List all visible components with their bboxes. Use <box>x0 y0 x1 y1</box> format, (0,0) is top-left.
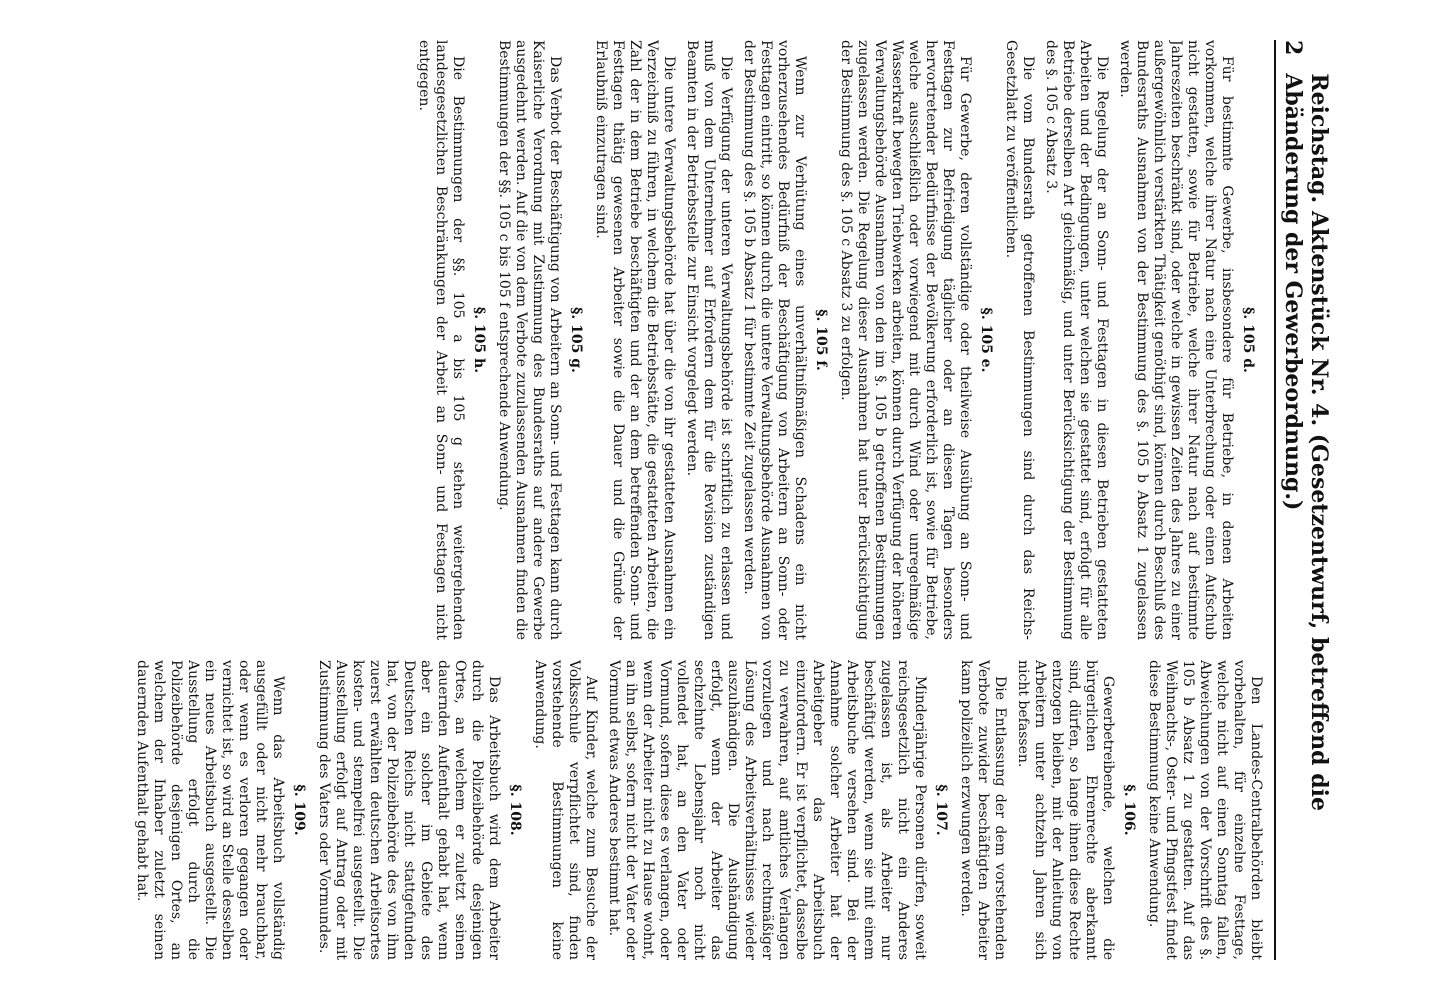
paragraph: Für Gewerbe, deren vollständige oder theilweise Ausübung an Sonn- und Festtagen zur Befriedigung täglicher oder an diesen Tagen besonders hervortretender Bedürfnisse der Bevölkerung erforderlich ist, sowie für Betriebe, welche ausschließlich oder vorwiegend mit durch Wind oder unregelmäßige Wasserkraft bewegten Triebwerken arbeiten, können durch Verfügung der höheren Verwaltungsbehörde Ausnahmen von den im §. 105 b getroffenen Bestimmungen zugelassen werden. Die Regelung dieser Ausnahmen hat unter Berücksichtigung der Bestimmung des §. 105 c Absatz 3 zu erfolgen. <box>838 40 973 640</box>
section-heading: §. 107. <box>933 784 949 836</box>
section-heading: §. 105 g. <box>568 307 584 373</box>
paragraph: Gewerbetreibende, welchen die bürgerlichen Ehrenrechte aberkannt sind, dürfen, so lange ihnen diese Rechte entzogen bleiben, mit der Anleitung von Arbeitern unter achtzehn Jahren sich nicht befassen. <box>1015 660 1116 960</box>
paragraph: Den Landes-Centralbehörden bleibt vorbehalten, für einzelne Festtage, welche nicht auf einen Sonntag fallen, Abweichungen von der Vorschrift des §. 105 b Absatz 1 zu gestatten. Auf das Weihnachts-, Oster- und Pfingstfest findet diese Bestimmung keine Anwendung. <box>1146 660 1264 960</box>
section-heading: §. 105 h. <box>471 306 487 374</box>
paragraph: Auf Kinder, welche zum Besuche der Volksschule verpflichtet sind, finden vorstehende Bestimmungen keine Anwendung. <box>532 660 599 960</box>
paragraph: Die Regelung der an Sonn- und Festtagen in diesen Betrieben gestatteten Arbeiten und der Bedingungen, unter welchen sie gestattet sind, erfolgt für alle Betriebe derselben Art gleichmäßig, und unter Berücksichtigung der Bestimmung des §. 105 c Absatz 3. <box>1043 40 1110 640</box>
paragraph: Das Arbeitsbuch wird dem Arbeiter durch die Polizeibehörde desjenigen Ortes, an welchem er zuletzt seinen dauernden Aufenthalt gehabt hat, wenn aber ein solcher im Gebiete des Deutschen Reichs nicht stattgefunden hat, von der Polizeibehörde des von ihm zuerst erwählten deutschen Arbeitsortes kosten- und stempelfrei ausgestellt. Die Ausstellung erfolgt auf Antrag oder mit Zustimmung des Vaters oder Vormundes. <box>316 660 502 960</box>
section-heading: §. 105 d. <box>1240 307 1256 373</box>
section-heading: §. 108. <box>507 784 523 836</box>
header-title: Reichstag. Aktenstück Nr. 4. (Gesetzentwurf, betreffend die Abänderung der Gewerbeordnung.) <box>1280 73 1332 811</box>
paragraph: Die Bestimmungen der §§. 105 a bis 105 g stehen weitergehenden landesgesetzlichen Beschränkungen der Arbeit an Sonn- und Festtagen nicht entgegen. <box>416 40 466 640</box>
section-heading: §. 105 e. <box>978 307 994 373</box>
paragraph: Wenn zur Verhütung eines unverhältnißmäßigen Schadens ein nicht vorherzusehendes Bedürfniß der Beschäftigung von Arbeitern an Sonn- oder Festtagen eintritt, so können durch die untere Verwaltungsbehörde Ausnahmen von der Bestimmung des §. 105 b Absatz 1 für bestimmte Zeit zugelassen werden. <box>741 40 808 640</box>
section-heading: §. 109. <box>291 784 307 836</box>
page-number: 2 <box>1280 40 1306 56</box>
left-column <box>60 40 1264 640</box>
paragraph: Die vom Bundesrath getroffenen Bestimmungen sind durch das Reichs-Gesetzblatt zu veröffentlichen. <box>1003 40 1036 640</box>
paragraph: Die Verfügung der unteren Verwaltungsbehörde ist schriftlich zu erlassen und muß von dem Unternehmer auf Erfordern dem für die Revision zuständigen Beamten in der Betriebsstelle zur Einsicht vorgelegt werden. <box>684 40 734 640</box>
paragraph: Die untere Verwaltungsbehörde hat über die von ihr gestatteten Ausnahmen ein Verzeichniß zu führen, in welchem die Betriebsstätte, die gestatteten Arbeiten, die Zahl der in dem Betriebe beschäftigten und der an dem betreffenden Sonn- und Festtagen thätig gewesenen Arbeiter sowie die Dauer und die Gründe der Erlaubniß einzutragen sind. <box>593 40 677 640</box>
paragraph: Wenn das Arbeitsbuch vollständig ausgefüllt oder nicht mehr brauchbar, oder wenn es verloren gegangen oder vernichtet ist, so wird an Stelle desselben ein neues Arbeitsbuch ausgestellt. Die Ausstellung erfolgt durch die Polizeibehörde desjenigen Ortes, an welchem der Inhaber zuletzt seinen dauernden Aufenthalt gehabt hat. <box>134 660 286 960</box>
paragraph: Für bestimmte Gewerbe, insbesondere für Betriebe, in denen Arbeiten vorkommen, welche ihrer Natur nach eine Unterbrechung oder einen Aufschub nicht gestatten, sowie für Betriebe, welche ihrer Natur nach auf bestimmte Jahreszeiten beschränkt sind, oder welche in gewissen Zeiten des Jahres zu einer außergewöhnlich verstärkten Thätigkeit genöthigt sind, können durch Beschluß des Bundesraths Ausnahmen von der Bestimmung des §. 105 b Absatz 1 zugelassen werden. <box>1117 40 1235 640</box>
section-heading: §. 105 f. <box>813 309 829 371</box>
paragraph: Die Entlassung der dem vorstehenden Verbote zuwider beschäftigten Arbeiter kann polizeilich erzwungen werden. <box>958 660 1008 960</box>
paragraph: Das Verbot der Beschäftigung von Arbeitern an Sonn- und Festtagen kann durch Kaiserliche Verordnung mit Zustimmung des Bundesraths auf andere Gewerbe ausgedehnt werden. Auf die von dem Verbote zuzulassenden Ausnahmen finden die Bestimmungen der §§. 105 c bis 105 f entsprechende Anwendung. <box>496 40 563 640</box>
page-header <box>1274 40 1340 960</box>
right-column <box>60 660 1264 960</box>
section-heading: §. 106. <box>1121 784 1137 836</box>
paragraph: Minderjährige Personen dürfen, soweit reichsgesetzlich nicht ein Anderes zugelassen ist, als Arbeiter nur beschäftigt werden, wenn sie mit einem Arbeitsbuche versehen sind. Bei der Annahme solcher Arbeiter hat der Arbeitgeber das Arbeitsbuch einzufordern. Er ist verpflichtet, dasselbe zu verwahren, auf amtliches Verlangen vorzulegen und nach rechtmäßiger Lösung des Arbeitsverhältnisses wieder auszuhändigen. Die Aushändigung erfolgt, wenn der Arbeiter das sechzehnte Lebensjahr noch nicht vollendet hat, an den Vater oder Vormund, sofern diese es verlangen, oder wenn der Arbeiter nicht zu Hause wohnt, an ihn selbst, sofern nicht der Vater oder Vormund etwas Anderes bestimmt hat. <box>606 660 928 960</box>
